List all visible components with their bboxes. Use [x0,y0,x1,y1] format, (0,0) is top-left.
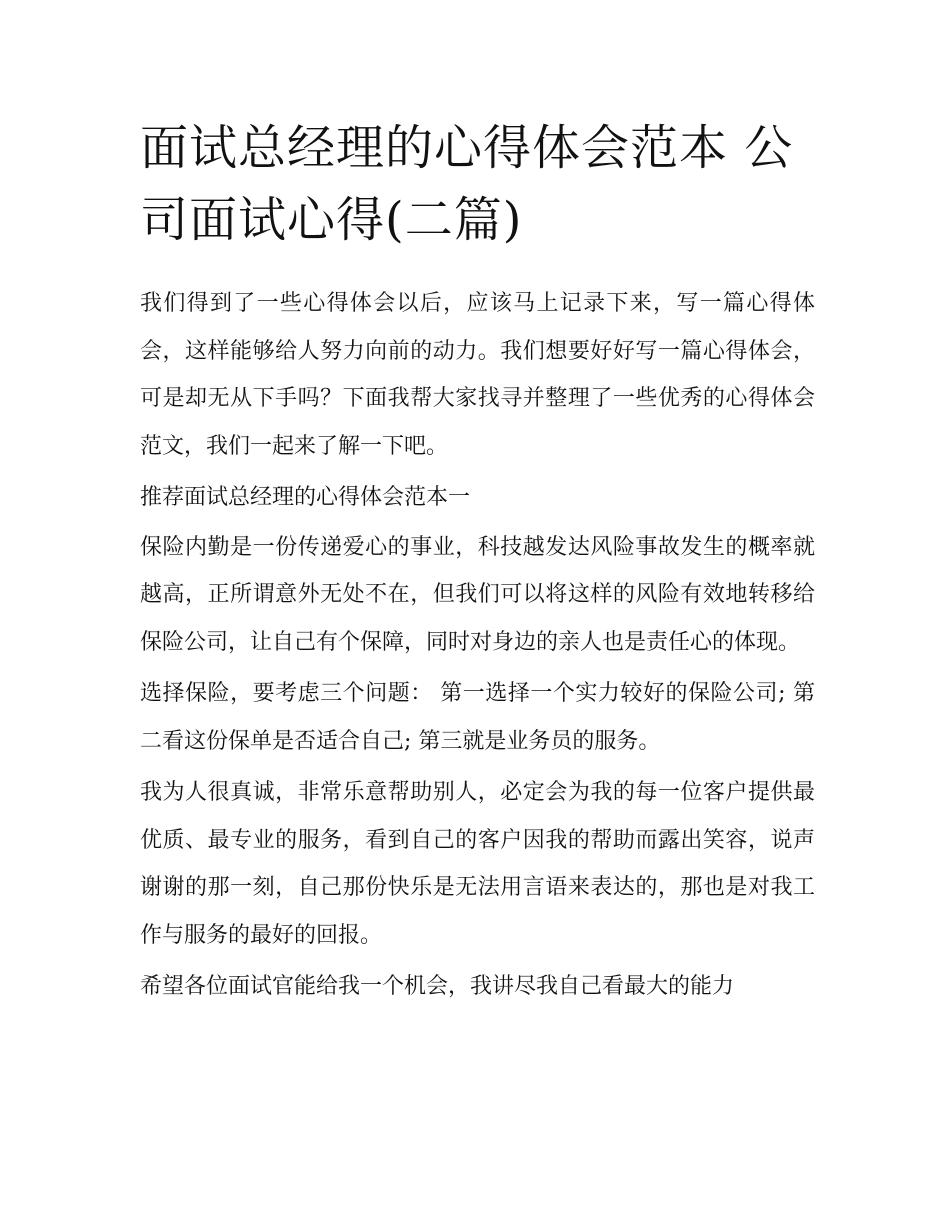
body-paragraph: 保险内勤是一份传递爱心的事业，科技越发达风险事故发生的概率就越高，正所谓意外无处不在，但我们可以将这样的风险有效地转移给保险公司，让自己有个保障，同时对身边的亲人也是责任心的体现。 [140,534,815,655]
document-title: 面试总经理的心得体会范本 公司面试心得(二篇) [140,120,794,248]
section-heading: 推荐面试总经理的心得体会范本一 [140,485,471,510]
body-paragraph: 我为人很真诚，非常乐意帮助别人，必定会为我的每一位客户提供最优质、最专业的服务，看到自己的客户因我的帮助而露出笑容，说声谢谢的那一刻，自己那份快乐是无法用言语来表达的，那也是对我工作与服务的最好的回报。 [140,780,815,948]
body-paragraph: 选择保险，要考虑三个问题： 第一选择一个实力较好的保险公司; 第二看这份保单是否适合自己; 第三就是业务员的服务。 [140,681,815,754]
body-paragraph: 希望各位面试官能给我一个机会，我讲尽我自己看最大的能力 [140,974,735,999]
document-body [140,280,815,1015]
intro-paragraph: 我们得到了一些心得体会以后，应该马上记录下来，写一篇心得体会，这样能够给人努力向前的动力。我们想要好好写一篇心得体会，可是却无从下手吗？下面我帮大家找寻并整理了一些优秀的心得体会范文，我们一起来了解一下吧。 [140,291,815,459]
